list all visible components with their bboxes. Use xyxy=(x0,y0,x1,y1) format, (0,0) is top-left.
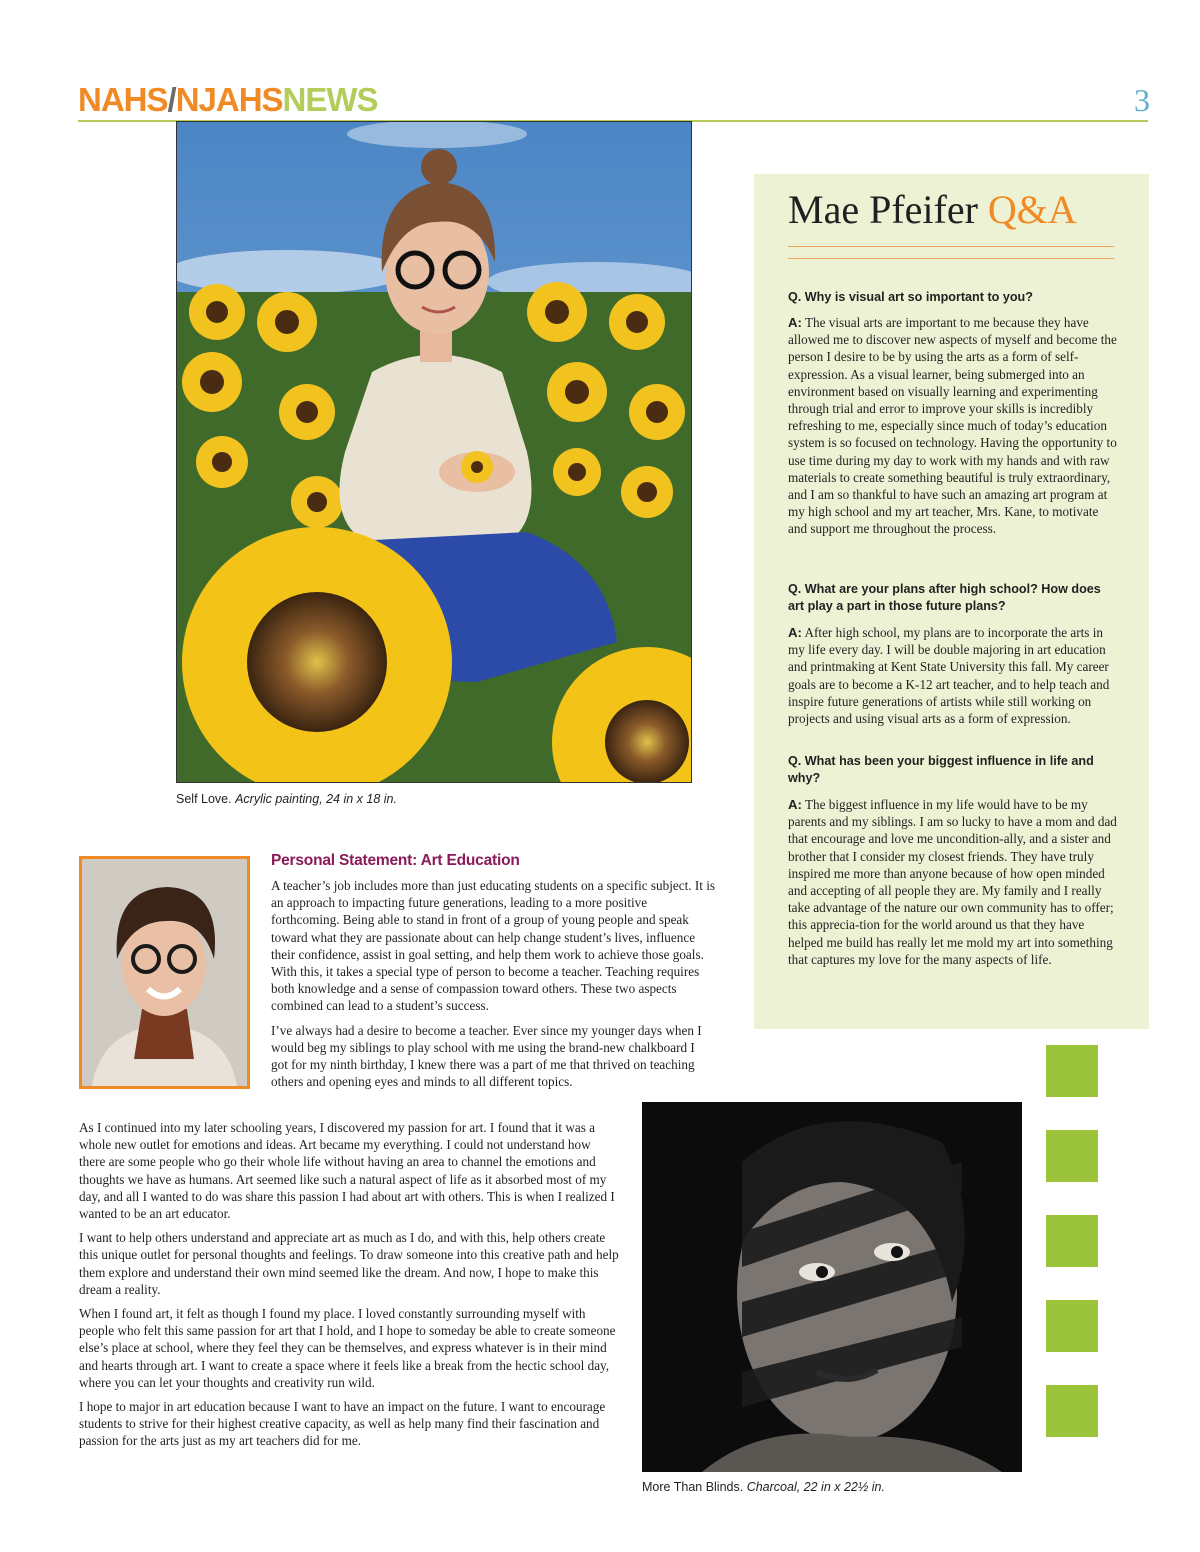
portrait-illustration xyxy=(82,859,247,1086)
decorative-square-3 xyxy=(1046,1215,1098,1267)
statement-paragraph-1: A teacher’s job includes more than just educating students on a specific subject. It is an approach to impacting future generations, leading to a more positive forthcoming. Being able to stand in front of a group of young people and speak toward what they are passionate about can help change student’s lives, influence their confidence, assist in goal setting, and help them work to achieve those goals. With this, it takes a special type of person to become a teacher. Teaching requires both knowledge and a sense of compassion toward others. These two aspects combined can lead to a student’s success. xyxy=(271,878,715,1014)
qa-answer-2 xyxy=(788,624,1118,727)
qa-answer-3-text: The biggest influence in my life would have to be my parents and my siblings. I am so lucky to have a mom and dad that encourage and love me uncondition-ally, and a sister and brother that I consider my closest friends. They have truly inspired me more than anyone because of how open minded and accepting of all people they are. My family and I really take advantage of the nature our own community has to offer; this apprecia-tion for the world around us that they have helped me build has really let me mold my art into something that captures my love for the many aspects of life. xyxy=(788,797,1117,967)
qa-answer-1 xyxy=(788,314,1118,538)
qa-rule-bottom xyxy=(788,258,1114,259)
qa-answer-2-prefix: A: xyxy=(788,625,802,640)
qa-rule-top xyxy=(788,246,1114,247)
qa-answer-3 xyxy=(788,796,1118,968)
qa-answer-3-prefix: A: xyxy=(788,797,802,812)
statement-bottom-column xyxy=(79,1119,619,1457)
statement-paragraph-5: When I found art, it felt as though I found my place. I loved constantly surrounding myself with people who felt this same passion for art that I hold, and I hope to someday be able to create someone else’s place at school, where they feel they can be themselves, and express whatever is in their mind and hearts through art. I want to create a space where it feels like a break from the hectic school day, where you can let your thoughts and creativity run wild. xyxy=(79,1306,616,1390)
charcoal-illustration xyxy=(642,1102,1022,1472)
masthead-njahs: NJAHS xyxy=(175,81,283,118)
more-than-blinds-caption-detail: Charcoal, 22 in x 22½ in. xyxy=(746,1480,885,1494)
decorative-square-5 xyxy=(1046,1385,1098,1437)
more-than-blinds-caption-title: More Than Blinds. xyxy=(642,1480,744,1494)
self-love-painting xyxy=(176,121,692,783)
more-than-blinds-caption xyxy=(642,1480,885,1494)
statement-top-column xyxy=(271,877,717,1097)
statement-heading: Personal Statement: Art Education xyxy=(271,852,520,869)
self-love-caption xyxy=(176,792,397,806)
statement-paragraph-3: As I continued into my later schooling years, I discovered my passion for art. I found that it was a whole new outlet for emotions and ideas. Art became my everything. I could not understand how there are some people who go their whole life without having an area to channel the emotions and thoughts we have as humans. Art seemed like such a natural aspect of life as it absorbed most of my day, and all I wanted to do was share this passion I had about art with others. This is when I realized I wanted to be an art educator. xyxy=(79,1120,615,1222)
qa-title xyxy=(788,186,1077,234)
painting-illustration xyxy=(177,122,692,783)
decorative-square-4 xyxy=(1046,1300,1098,1352)
author-portrait xyxy=(79,856,250,1089)
page-number: 3 xyxy=(1134,82,1150,118)
qa-title-name: Mae Pfeifer xyxy=(788,187,978,232)
statement-paragraph-4: I want to help others understand and appreciate art as much as I do, and with this, help others create this unique outlet for personal thoughts and feelings. To draw someone into this creative path and help them explore and understand their own mind seemed like the dream. And now, I hope to make this dream a reality. xyxy=(79,1230,619,1297)
more-than-blinds-drawing xyxy=(642,1102,1022,1472)
statement-paragraph-2: I’ve always had a desire to become a teacher. Ever since my younger days when I would beg my siblings to play school with me using the brand-new chalkboard I got for my ninth birthday, I knew there was a part of me that thrived on teaching others and opening eyes and minds to all different topics. xyxy=(271,1022,702,1090)
masthead-news: NEWS xyxy=(282,81,378,118)
statement-paragraph-6: I hope to major in art education because I want to have an impact on the future. I want to encourage students to strive for their highest creative capacity, as well as help many find their fascination and passion for the arts just as my art teachers did for me. xyxy=(79,1399,606,1449)
masthead xyxy=(78,80,378,120)
qa-question-2: Q. What are your plans after high school? How does art play a part in those future plans? xyxy=(788,582,1101,613)
decorative-square-2 xyxy=(1046,1130,1098,1182)
qa-question-1: Q. Why is visual art so important to you? xyxy=(788,290,1033,304)
self-love-caption-detail: Acrylic painting, 24 in x 18 in. xyxy=(235,792,397,806)
masthead-slash: / xyxy=(167,81,176,118)
qa-answer-2-text: After high school, my plans are to incorporate the arts in my life every day. I will be double majoring in art education and printmaking at Kent State University this fall. My career goals are to become a K-12 art teacher, and to help teach and inspire future generations of artists while still working on projects and using visual arts as a form of expression. xyxy=(788,625,1110,727)
self-love-caption-title: Self Love. xyxy=(176,792,232,806)
qa-question-3: Q. What has been your biggest influence in life and why? xyxy=(788,754,1094,785)
qa-answer-1-prefix: A: xyxy=(788,315,802,330)
qa-answer-1-text: The visual arts are important to me because they have allowed me to discover new aspects of myself and become the person I desire to be by using the arts as a form of self-expression. As a visual learner, being submerged into an environment based on visually learning and experimenting through trial and error to improve your skills is incredibly refreshing to me, especially since much of today’s education system is so focused on technology. Having the opportunity to use time during my day to work with my hands and with raw materials to create something beautiful is truly extraordinary, and I am so thankful to have such an amazing art program at my high school and my art teacher, Mrs. Kane, to motivate and support me throughout the process. xyxy=(788,315,1117,537)
qa-title-accent: Q&A xyxy=(987,187,1077,232)
decorative-square-1 xyxy=(1046,1045,1098,1097)
masthead-nahs: NAHS xyxy=(78,81,168,118)
